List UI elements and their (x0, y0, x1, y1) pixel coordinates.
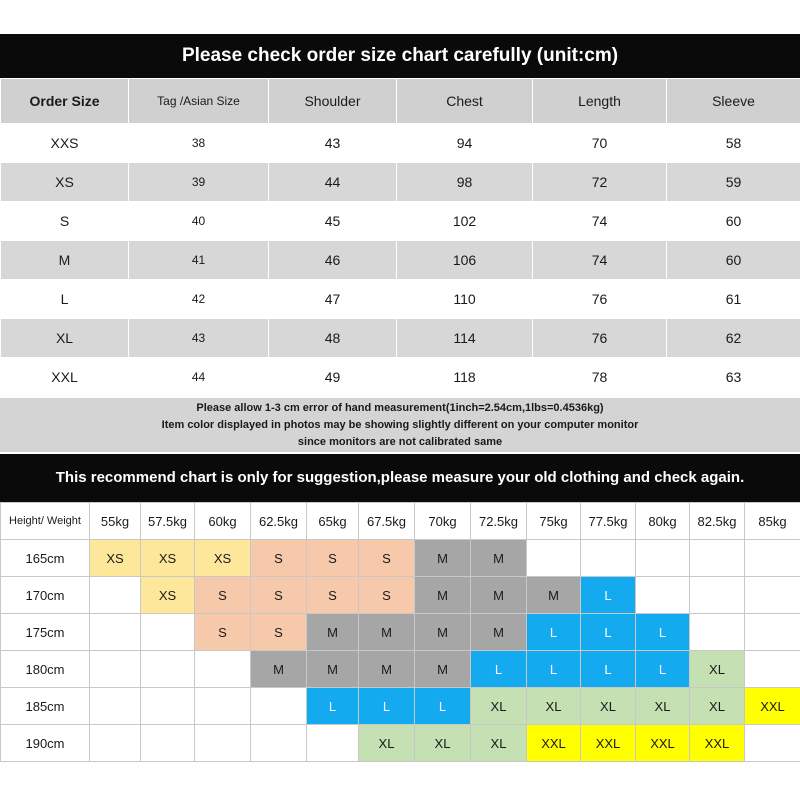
note-line: since monitors are not calibrated same (297, 436, 503, 448)
recommend-size-cell: S (307, 540, 359, 577)
measure-cell: 38 (129, 124, 269, 163)
empty-cell (90, 725, 141, 762)
recommend-size-cell: S (359, 540, 415, 577)
recommend-size-cell: M (307, 614, 359, 651)
weight-header-cell: 55kg (90, 503, 141, 540)
recommend-size-cell: L (359, 688, 415, 725)
height-row (1, 577, 800, 614)
height-label-cell: 170cm (1, 577, 90, 614)
recommend-title: This recommend chart is only for suggestion,please measure your old clothing and check again. (0, 454, 800, 502)
weight-header-cell: 57.5kg (141, 503, 195, 540)
size-row (1, 124, 800, 163)
empty-cell (690, 540, 745, 577)
height-row (1, 614, 800, 651)
corner-label: Height/ Weight (1, 503, 90, 540)
recommend-size-cell: S (251, 614, 307, 651)
measure-cell: 44 (269, 163, 397, 202)
recommend-size-cell: L (471, 651, 527, 688)
empty-cell (636, 540, 690, 577)
measure-cell: 63 (667, 358, 800, 397)
weight-header-cell: 62.5kg (251, 503, 307, 540)
empty-cell (141, 725, 195, 762)
header-shoulder: Shoulder (269, 79, 397, 124)
empty-cell (90, 614, 141, 651)
measure-cell: 48 (269, 319, 397, 358)
measure-cell: 42 (129, 280, 269, 319)
measure-cell: 74 (533, 241, 667, 280)
weight-header-cell: 67.5kg (359, 503, 415, 540)
empty-cell (690, 614, 745, 651)
recommend-size-cell: XS (141, 577, 195, 614)
measure-cell: 43 (269, 124, 397, 163)
empty-cell (636, 577, 690, 614)
recommend-size-cell: S (359, 577, 415, 614)
size-label-cell: S (1, 202, 129, 241)
recommend-size-cell: M (471, 614, 527, 651)
measure-cell: 62 (667, 319, 800, 358)
recommend-size-cell: L (581, 577, 636, 614)
empty-cell (745, 651, 800, 688)
empty-cell (690, 577, 745, 614)
recommend-size-cell: M (471, 577, 527, 614)
empty-cell (745, 540, 800, 577)
height-label-cell: 190cm (1, 725, 90, 762)
measure-cell: 74 (533, 202, 667, 241)
measure-cell: 60 (667, 202, 800, 241)
measure-cell: 46 (269, 241, 397, 280)
empty-cell (527, 540, 581, 577)
empty-cell (141, 688, 195, 725)
measure-cell: 45 (269, 202, 397, 241)
recommend-size-cell: XXL (581, 725, 636, 762)
header-tag-size: Tag /Asian Size (129, 79, 269, 124)
size-row (1, 241, 800, 280)
recommend-size-cell: M (415, 577, 471, 614)
measure-cell: 114 (397, 319, 533, 358)
recommend-size-cell: L (581, 614, 636, 651)
recommend-size-cell: XXL (636, 725, 690, 762)
measure-cell: 49 (269, 358, 397, 397)
recommend-size-cell: M (471, 540, 527, 577)
height-label-cell: 180cm (1, 651, 90, 688)
recommend-size-cell: L (527, 614, 581, 651)
height-label-cell: 185cm (1, 688, 90, 725)
measure-cell: 76 (533, 319, 667, 358)
size-row (1, 358, 800, 397)
header-sleeve: Sleeve (667, 79, 800, 124)
measure-cell: 78 (533, 358, 667, 397)
recommend-size-cell: XXL (527, 725, 581, 762)
weight-header-cell: 77.5kg (581, 503, 636, 540)
measure-cell: 58 (667, 124, 800, 163)
empty-cell (195, 725, 251, 762)
size-row (1, 280, 800, 319)
recommend-size-cell: XS (90, 540, 141, 577)
note-line: Item color displayed in photos may be showing slightly different on your computer monitor (161, 419, 639, 431)
recommend-size-cell: M (415, 614, 471, 651)
recommend-size-cell: L (307, 688, 359, 725)
recommend-size-cell: S (307, 577, 359, 614)
measure-cell: 44 (129, 358, 269, 397)
measure-cell: 76 (533, 280, 667, 319)
weight-header-row (1, 503, 800, 540)
weight-header-cell: 82.5kg (690, 503, 745, 540)
empty-cell (581, 540, 636, 577)
top-margin (0, 0, 800, 34)
empty-cell (141, 651, 195, 688)
empty-cell (307, 725, 359, 762)
recommend-size-cell: M (251, 651, 307, 688)
empty-cell (251, 688, 307, 725)
size-label-cell: M (1, 241, 129, 280)
recommend-size-cell: S (195, 614, 251, 651)
size-label-cell: XS (1, 163, 129, 202)
note-line: Please allow 1-3 cm error of hand measurement(1inch=2.54cm,1lbs=0.4536kg) (196, 402, 604, 414)
measure-cell: 102 (397, 202, 533, 241)
size-row (1, 202, 800, 241)
weight-header-cell: 85kg (745, 503, 800, 540)
recommend-size-cell: M (415, 651, 471, 688)
weight-header-cell: 60kg (195, 503, 251, 540)
recommend-size-cell: XXL (745, 688, 800, 725)
recommend-size-cell: XL (527, 688, 581, 725)
height-row (1, 688, 800, 725)
recommend-size-cell: XL (471, 725, 527, 762)
recommend-size-cell: M (415, 540, 471, 577)
recommend-size-cell: XL (636, 688, 690, 725)
empty-cell (745, 577, 800, 614)
empty-cell (141, 614, 195, 651)
recommend-size-cell: L (636, 614, 690, 651)
recommend-size-cell: XS (141, 540, 195, 577)
height-row (1, 540, 800, 577)
recommend-size-cell: M (307, 651, 359, 688)
measure-cell: 59 (667, 163, 800, 202)
empty-cell (90, 688, 141, 725)
measure-cell: 40 (129, 202, 269, 241)
size-label-cell: XXS (1, 124, 129, 163)
weight-header-cell: 80kg (636, 503, 690, 540)
recommend-size-cell: XL (581, 688, 636, 725)
measure-cell: 60 (667, 241, 800, 280)
recommend-size-cell: XL (415, 725, 471, 762)
measure-cell: 47 (269, 280, 397, 319)
recommend-size-cell: M (527, 577, 581, 614)
measurement-note (0, 398, 800, 452)
recommend-size-cell: S (195, 577, 251, 614)
size-chart-table (0, 78, 800, 397)
height-row (1, 651, 800, 688)
recommend-size-cell: XXL (690, 725, 745, 762)
empty-cell (195, 688, 251, 725)
recommend-size-cell: M (359, 651, 415, 688)
measure-cell: 98 (397, 163, 533, 202)
weight-header-cell: 75kg (527, 503, 581, 540)
size-label-cell: XXL (1, 358, 129, 397)
header-order-size: Order Size (1, 79, 129, 124)
size-row (1, 163, 800, 202)
recommend-size-cell: S (251, 577, 307, 614)
empty-cell (195, 651, 251, 688)
empty-cell (745, 725, 800, 762)
recommend-table (0, 502, 800, 762)
recommend-size-cell: XL (690, 651, 745, 688)
recommend-size-cell: XL (471, 688, 527, 725)
empty-cell (745, 614, 800, 651)
measure-cell: 110 (397, 280, 533, 319)
measure-cell: 94 (397, 124, 533, 163)
empty-cell (90, 651, 141, 688)
measure-cell: 70 (533, 124, 667, 163)
recommend-size-cell: XS (195, 540, 251, 577)
measure-cell: 41 (129, 241, 269, 280)
measure-cell: 43 (129, 319, 269, 358)
measure-cell: 61 (667, 280, 800, 319)
weight-header-cell: 72.5kg (471, 503, 527, 540)
size-label-cell: XL (1, 319, 129, 358)
recommend-size-cell: L (636, 651, 690, 688)
weight-header-cell: 70kg (415, 503, 471, 540)
size-chart-header-row (1, 79, 800, 124)
recommend-size-cell: L (527, 651, 581, 688)
height-row (1, 725, 800, 762)
page-title: Please check order size chart carefully (unit:cm) (0, 34, 800, 78)
empty-cell (90, 577, 141, 614)
measure-cell: 106 (397, 241, 533, 280)
measure-cell: 72 (533, 163, 667, 202)
height-label-cell: 165cm (1, 540, 90, 577)
empty-cell (251, 725, 307, 762)
weight-header-cell: 65kg (307, 503, 359, 540)
header-length: Length (533, 79, 667, 124)
measure-cell: 118 (397, 358, 533, 397)
recommend-size-cell: L (581, 651, 636, 688)
recommend-size-cell: L (415, 688, 471, 725)
recommend-size-cell: S (251, 540, 307, 577)
height-label-cell: 175cm (1, 614, 90, 651)
recommend-size-cell: M (359, 614, 415, 651)
header-chest: Chest (397, 79, 533, 124)
recommend-size-cell: XL (690, 688, 745, 725)
size-row (1, 319, 800, 358)
measure-cell: 39 (129, 163, 269, 202)
size-label-cell: L (1, 280, 129, 319)
recommend-size-cell: XL (359, 725, 415, 762)
